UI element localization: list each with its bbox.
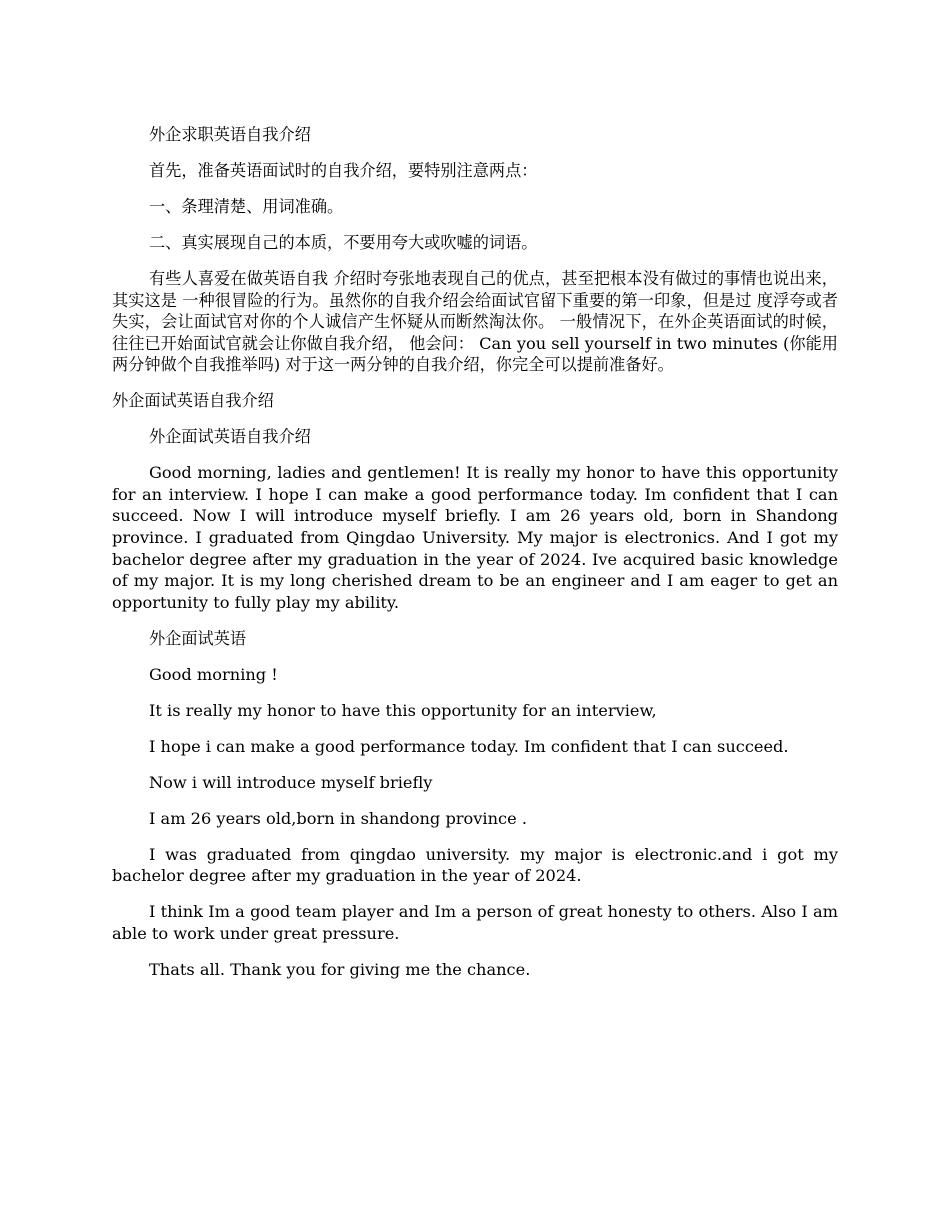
paragraph-advice: 有些人喜爱在做英语自我 介绍时夸张地表现自己的优点，甚至把根本没有做过的事情也说出来，其实这是 一种很冒险的行为。虽然你的自我介绍会给面试官留下重要的第一印象，但是过 度浮夸或者失实，会让面试官对你的个人诚信产生怀疑从而断然淘汰你。 一般情况下，在外企英语面试的时候，往往已开始面试官就会让你做自我介绍， 他会问： Can you sell yourself in two minutes (你能用两分钟做个自我推举吗) 对于这一两分钟的自我介绍，你完全可以提前准备好。 (112, 268, 838, 375)
sample-two-line-confident: I hope i can make a good performance today. Im confident that I can succeed. (149, 736, 789, 756)
sample-two-greeting: Good morning ! (149, 664, 278, 684)
document-body (112, 124, 838, 980)
sample-one-body: Good morning, ladies and gentlemen! It is really my honor to have this opportunity for an interview. I hope I can make a good performance today. Im confident that I can succeed. Now I will introduce myself briefly. I am 26 years old, born in Shandong province. I graduated from Qingdao University. My major is electronics. And I got my bachelor degree after my graduation in the year of 2024. Ive acquired basic knowledge of my major. It is my long cherished dream to be an engineer and I am eager to get an opportunity to fully play my ability. (112, 463, 838, 612)
sample-two-line-honor: It is really my honor to have this opportunity for an interview, (149, 700, 657, 720)
section-heading: 外企面试英语自我介绍 (112, 391, 274, 411)
sample-two-closing: Thats all. Thank you for giving me the chance. (149, 959, 531, 979)
document-title: 外企求职英语自我介绍 (149, 125, 311, 144)
sample-one-heading: 外企面试英语自我介绍 (149, 427, 311, 447)
sample-two-line-age: I am 26 years old,born in shandong province . (149, 808, 527, 828)
sample-two-line-teamwork: I think Im a good team player and Im a person of great honesty to others. Also I am able to work under great pressure. (112, 902, 838, 943)
paragraph-preparation-intro: 首先，准备英语面试时的自我介绍，要特别注意两点： (149, 160, 538, 180)
sample-two-line-introduce: Now i will introduce myself briefly (149, 772, 433, 792)
paragraph-point-one: 一、条理清楚、用词准确。 (149, 196, 344, 216)
sample-two-line-education: I was graduated from qingdao university. my major is electronic.and i got my bachelor degree after my graduation in the year of 2024. (112, 844, 838, 886)
paragraph-point-two: 二、真实展现自己的本质，不要用夸大或吹嘘的词语。 (149, 232, 538, 252)
sample-two-heading: 外企面试英语 (149, 628, 247, 648)
